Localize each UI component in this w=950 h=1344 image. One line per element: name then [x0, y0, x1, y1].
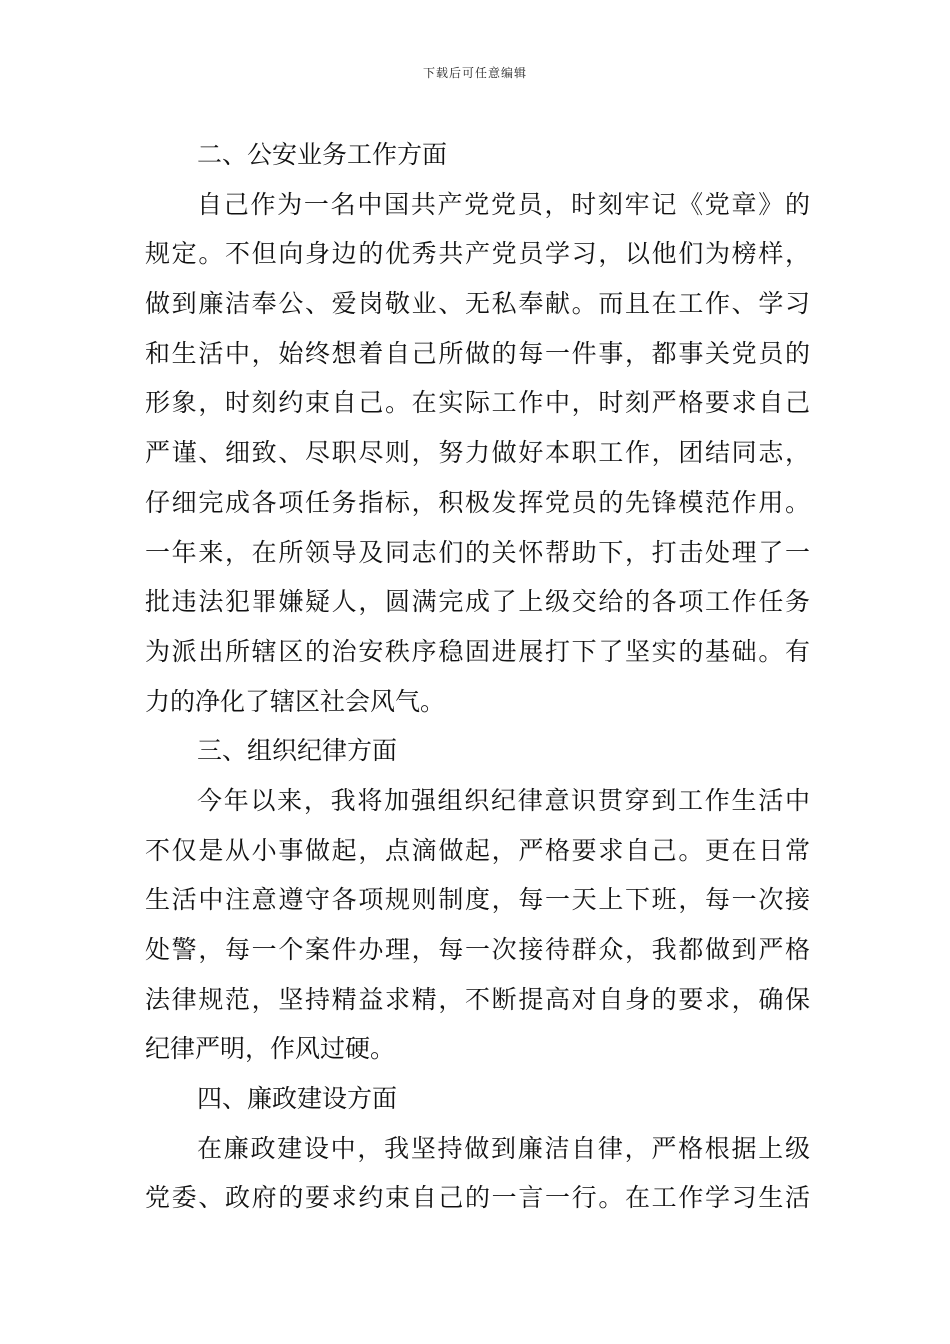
paragraph-line: 自己作为一名中国共产党党员，时刻牢记《党章》的	[197, 189, 810, 219]
paragraph-line: 批违法犯罪嫌疑人，圆满完成了上级交给的各项工作任务	[145, 587, 810, 617]
document-body	[145, 130, 810, 1223]
paragraph-line: 今年以来，我将加强组织纪律意识贯穿到工作生活中	[197, 785, 810, 815]
paragraph-line: 为派出所辖区的治安秩序稳固进展打下了坚实的基础。有	[145, 636, 810, 666]
paragraph-line: 严谨、细致、尽职尽则，努力做好本职工作，团结同志，	[145, 438, 810, 468]
paragraph-line: 法律规范，坚持精益求精，不断提高对自身的要求，确保	[145, 984, 810, 1014]
paragraph-line: 形象，时刻约束自己。在实际工作中，时刻严格要求自己	[145, 388, 810, 418]
paragraph-line: 规定。不但向身边的优秀共产党员学习，以他们为榜样，	[145, 239, 810, 269]
section-heading-organizational-discipline: 三、组织纪律方面	[197, 736, 398, 766]
paragraph-line: 纪律严明，作风过硬。	[145, 1034, 396, 1064]
paragraph-line: 和生活中，始终想着自己所做的每一件事，都事关党员的	[145, 338, 810, 368]
section-heading-public-security-work: 二、公安业务工作方面	[197, 140, 448, 169]
paragraph-line: 力的净化了辖区社会风气。	[145, 686, 446, 716]
paragraph-line: 处警，每一个案件办理，每一次接待群众，我都做到严格	[145, 935, 810, 964]
paragraph-line: 不仅是从小事做起，点滴做起，严格要求自己。更在日常	[145, 835, 810, 865]
paragraph-line: 党委、政府的要求约束自己的一言一行。在工作学习生活	[145, 1183, 810, 1213]
page-header-note: 下载后可任意编辑	[422, 66, 527, 80]
section-heading-clean-government: 四、廉政建设方面	[197, 1084, 398, 1114]
paragraph-line: 在廉政建设中，我坚持做到廉洁自律，严格根据上级	[197, 1133, 810, 1163]
paragraph-line: 一年来，在所领导及同志们的关怀帮助下，打击处理了一	[145, 537, 810, 567]
paragraph-line: 做到廉洁奉公、爱岗敬业、无私奉献。而且在工作、学习	[145, 289, 810, 319]
paragraph-line: 生活中注意遵守各项规则制度，每一天上下班，每一次接	[145, 885, 810, 915]
paragraph-line: 仔细完成各项任务指标，积极发挥党员的先锋模范作用。	[145, 487, 810, 517]
